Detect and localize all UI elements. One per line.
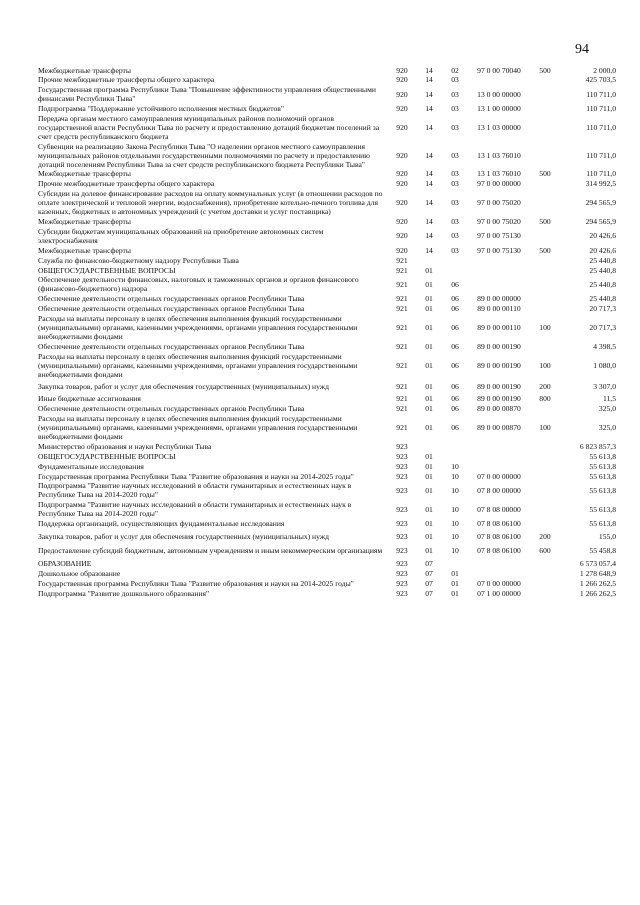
expense-name-cell: Подпрограмма "Развитие научных исследований в области гуманитарных и естественных наук в Республике Тыва на 2014-2020 годы" bbox=[38, 500, 352, 519]
ministry-code-cell: 920 bbox=[396, 65, 408, 75]
subsection-code-cell: 03 bbox=[451, 169, 459, 179]
table-row bbox=[38, 190, 616, 218]
section-code-cell: 14 bbox=[425, 198, 433, 208]
table-row bbox=[38, 180, 616, 190]
budget-table bbox=[38, 66, 616, 599]
expense-type-code-cell: 100 bbox=[539, 423, 551, 433]
ministry-code-cell: 920 bbox=[396, 150, 408, 160]
expense-name-cell: Обеспечение деятельности отдельных государственных органов Республики Тыва bbox=[38, 404, 305, 414]
subsection-code-cell: 06 bbox=[451, 322, 459, 332]
table-row bbox=[38, 315, 616, 343]
table-row bbox=[38, 530, 616, 545]
expense-type-code-cell bbox=[530, 452, 560, 462]
expense-name-cell: Государственная программа Республики Тыва "Развитие образования и науки на 2014-2025 годы" bbox=[38, 471, 354, 481]
table-row bbox=[38, 544, 616, 559]
table-row bbox=[38, 142, 616, 170]
target-item-code-cell: 13 1 03 00000 bbox=[477, 122, 521, 132]
subsection-code-cell: 03 bbox=[451, 122, 459, 132]
expense-type-code-cell bbox=[530, 589, 560, 599]
amount-cell: 20 426,6 bbox=[589, 231, 616, 241]
amount-cell: 25 440,8 bbox=[589, 265, 616, 275]
table-body bbox=[38, 66, 616, 599]
section-code-cell: 01 bbox=[425, 265, 433, 275]
amount-cell: 55 613,8 bbox=[589, 471, 616, 481]
expense-name-cell: Обеспечение деятельности отдельных государственных органов Республики Тыва bbox=[38, 304, 305, 314]
target-item-code-cell bbox=[468, 452, 530, 462]
subsection-code-cell: 02 bbox=[451, 65, 459, 75]
subsection-code-cell: 01 bbox=[451, 578, 459, 588]
amount-cell: 55 613,8 bbox=[589, 451, 616, 461]
table-row bbox=[38, 452, 616, 462]
table-row bbox=[38, 170, 616, 180]
ministry-code-cell: 921 bbox=[396, 304, 408, 314]
ministry-code-cell: 923 bbox=[396, 546, 408, 556]
section-code-cell: 07 bbox=[425, 568, 433, 578]
section-code-cell: 01 bbox=[425, 451, 433, 461]
amount-cell: 6 823 857,3 bbox=[579, 441, 616, 451]
ministry-code-cell: 921 bbox=[396, 341, 408, 351]
subsection-code-cell: 06 bbox=[451, 423, 459, 433]
amount-cell: 55 613,8 bbox=[589, 461, 616, 471]
section-code-cell: 14 bbox=[425, 179, 433, 189]
subsection-code-cell: 03 bbox=[451, 104, 459, 114]
expense-type-code-cell bbox=[530, 559, 560, 569]
amount-cell: 3 307,0 bbox=[593, 381, 616, 391]
ministry-code-cell: 923 bbox=[396, 519, 408, 529]
section-code-cell: 01 bbox=[425, 279, 433, 289]
subsection-code-cell: 06 bbox=[451, 279, 459, 289]
subsection-code-cell: 03 bbox=[451, 89, 459, 99]
subsection-code-cell: 10 bbox=[451, 546, 459, 556]
amount-cell: 6 573 057,4 bbox=[579, 558, 616, 568]
amount-cell: 110 711,0 bbox=[586, 150, 616, 160]
expense-name-cell: Обеспечение деятельности отдельных государственных органов Республики Тыва bbox=[38, 341, 305, 351]
amount-cell: 25 440,8 bbox=[589, 294, 616, 304]
ministry-code-cell: 923 bbox=[396, 588, 408, 598]
expense-name-cell: Передача органам местного самоуправления муниципальных районов полномочий органов государственной власти Республики Тыва по расчету и предоставлению дотаций бюджетам поселений за счет средств республиканского бюджета bbox=[38, 114, 380, 141]
table-row bbox=[38, 86, 616, 105]
target-item-code-cell bbox=[468, 256, 530, 266]
amount-cell: 4 398,5 bbox=[593, 341, 616, 351]
target-item-code-cell: 89 0 00 00000 bbox=[477, 294, 521, 304]
expense-name-cell: Служба по финансово-бюджетному надзору Республики Тыва bbox=[38, 255, 239, 265]
table-row bbox=[38, 246, 616, 256]
section-code-cell: 07 bbox=[425, 588, 433, 598]
section-code-cell: 01 bbox=[425, 519, 433, 529]
expense-type-code-cell bbox=[530, 76, 560, 86]
ministry-code-cell: 920 bbox=[396, 231, 408, 241]
amount-cell: 55 613,8 bbox=[589, 485, 616, 495]
expense-type-code-cell: 500 bbox=[539, 169, 551, 179]
table-row bbox=[38, 395, 616, 405]
section-code-cell: 01 bbox=[425, 485, 433, 495]
table-row bbox=[38, 256, 616, 266]
amount-cell: 325,0 bbox=[598, 404, 616, 414]
expense-type-code-cell bbox=[530, 180, 560, 190]
target-item-code-cell: 89 0 00 00110 bbox=[477, 304, 521, 314]
expense-name-cell: Подпрограмма "Поддержание устойчивого исполнения местных бюджетов" bbox=[38, 104, 284, 114]
expense-type-code-cell bbox=[530, 142, 560, 170]
expense-name-cell: ОБРАЗОВАНИЕ bbox=[38, 558, 92, 568]
table-row bbox=[38, 266, 616, 276]
amount-cell: 1 278 648,9 bbox=[579, 568, 616, 578]
expense-type-code-cell: 600 bbox=[539, 546, 551, 556]
table-row bbox=[38, 295, 616, 305]
section-code-cell: 01 bbox=[425, 394, 433, 404]
subsection-code-cell: 01 bbox=[451, 568, 459, 578]
target-item-code-cell: 97 0 00 75130 bbox=[477, 231, 521, 241]
expense-type-code-cell: 500 bbox=[539, 245, 551, 255]
ministry-code-cell: 921 bbox=[396, 255, 408, 265]
amount-cell: 55 458,8 bbox=[589, 546, 616, 556]
subsection-code-cell: 06 bbox=[451, 360, 459, 370]
expense-type-code-cell bbox=[530, 569, 560, 579]
section-code-cell: 14 bbox=[425, 104, 433, 114]
target-item-code-cell: 97 0 00 75130 bbox=[477, 245, 521, 255]
ministry-code-cell: 923 bbox=[396, 504, 408, 514]
expense-type-code-cell bbox=[530, 115, 560, 143]
target-item-code-cell bbox=[468, 569, 530, 579]
target-item-code-cell: 97 0 00 75020 bbox=[477, 198, 521, 208]
table-row bbox=[38, 352, 616, 380]
section-code-cell: 14 bbox=[425, 245, 433, 255]
subsection-code-cell: 03 bbox=[451, 75, 459, 85]
subsection-code-cell bbox=[442, 559, 468, 569]
expense-name-cell: Межбюджетные трансферты bbox=[38, 245, 131, 255]
table-row bbox=[38, 105, 616, 115]
amount-cell: 1 080,0 bbox=[593, 360, 616, 370]
table-row bbox=[38, 66, 616, 76]
section-code-cell bbox=[416, 442, 442, 452]
table-row bbox=[38, 462, 616, 472]
table-row bbox=[38, 501, 616, 520]
table-row bbox=[38, 276, 616, 295]
subsection-code-cell: 06 bbox=[451, 294, 459, 304]
table-row bbox=[38, 342, 616, 352]
ministry-code-cell: 921 bbox=[396, 381, 408, 391]
table-row bbox=[38, 218, 616, 228]
target-item-code-cell: 13 1 00 00000 bbox=[477, 104, 521, 114]
expense-type-code-cell: 100 bbox=[539, 322, 551, 332]
section-code-cell: 01 bbox=[425, 531, 433, 541]
target-item-code-cell: 07 8 08 00000 bbox=[477, 504, 521, 514]
subsection-code-cell: 06 bbox=[451, 381, 459, 391]
ministry-code-cell: 920 bbox=[396, 122, 408, 132]
amount-cell: 20 426,6 bbox=[589, 245, 616, 255]
ministry-code-cell: 920 bbox=[396, 104, 408, 114]
subsection-code-cell: 06 bbox=[451, 304, 459, 314]
amount-cell: 325,0 bbox=[598, 423, 616, 433]
expense-name-cell: Межбюджетные трансферты bbox=[38, 65, 131, 75]
table-row bbox=[38, 415, 616, 443]
expense-name-cell: Межбюджетные трансферты bbox=[38, 217, 131, 226]
expense-type-code-cell bbox=[530, 520, 560, 530]
expense-type-code-cell bbox=[530, 342, 560, 352]
amount-cell: 314 992,5 bbox=[585, 179, 616, 189]
target-item-code-cell: 07 8 08 06100 bbox=[477, 546, 521, 556]
section-code-cell: 01 bbox=[425, 294, 433, 304]
ministry-code-cell: 923 bbox=[396, 531, 408, 541]
target-item-code-cell: 89 0 00 00870 bbox=[477, 423, 521, 433]
ministry-code-cell: 921 bbox=[396, 423, 408, 433]
amount-cell: 25 440,8 bbox=[589, 279, 616, 289]
subsection-code-cell: 03 bbox=[451, 245, 459, 255]
expense-type-code-cell: 500 bbox=[539, 65, 551, 75]
section-code-cell: 01 bbox=[425, 471, 433, 481]
target-item-code-cell bbox=[468, 276, 530, 295]
subsection-code-cell: 06 bbox=[451, 394, 459, 404]
expense-name-cell: Государственная программа Республики Тыва "Повышение эффективности управления общественными финансами Республики Тыва" bbox=[38, 85, 376, 104]
page-number: 94 bbox=[575, 42, 589, 57]
target-item-code-cell: 89 0 00 00110 bbox=[477, 322, 521, 332]
subsection-code-cell bbox=[442, 266, 468, 276]
ministry-code-cell: 923 bbox=[396, 485, 408, 495]
expense-type-code-cell bbox=[530, 472, 560, 482]
section-code-cell: 01 bbox=[425, 461, 433, 471]
subsection-code-cell: 10 bbox=[451, 485, 459, 495]
expense-name-cell: ОБЩЕГОСУДАРСТВЕННЫЕ ВОПРОСЫ bbox=[38, 265, 176, 275]
amount-cell: 11,5 bbox=[602, 394, 616, 404]
target-item-code-cell bbox=[468, 442, 530, 452]
section-code-cell: 14 bbox=[425, 65, 433, 75]
ministry-code-cell: 921 bbox=[396, 360, 408, 370]
subsection-code-cell bbox=[442, 452, 468, 462]
expense-name-cell: Субсидии на долевое финансирование расходов на оплату коммунальных услуг (в отношении расходов по оплате электрической и тепловой энергии, водоснабжения), приобретение котельно-печного топлива для казенных, бюджетных и автономных учреждений (с учетом доставки и услуг поставщика) bbox=[38, 189, 383, 217]
expense-name-cell: Дошкольное образование bbox=[38, 568, 121, 578]
expense-type-code-cell bbox=[530, 227, 560, 246]
expense-name-cell: Закупка товаров, работ и услуг для обеспечения государственных (муниципальных) нужд bbox=[38, 531, 329, 541]
ministry-code-cell: 921 bbox=[396, 404, 408, 414]
amount-cell: 25 440,8 bbox=[589, 255, 616, 265]
ministry-code-cell: 920 bbox=[396, 75, 408, 85]
subsection-code-cell: 10 bbox=[451, 471, 459, 481]
table-row bbox=[38, 589, 616, 599]
target-item-code-cell: 89 0 00 00190 bbox=[477, 360, 521, 370]
expense-type-code-cell bbox=[530, 405, 560, 415]
ministry-code-cell: 923 bbox=[396, 558, 408, 568]
amount-cell: 110 711,0 bbox=[586, 122, 616, 132]
target-item-code-cell: 89 0 00 00190 bbox=[477, 341, 521, 351]
target-item-code-cell: 07 0 00 00000 bbox=[477, 578, 521, 588]
target-item-code-cell: 13 1 03 76010 bbox=[477, 150, 521, 160]
target-item-code-cell: 07 0 00 00000 bbox=[477, 471, 521, 481]
section-code-cell: 14 bbox=[425, 75, 433, 85]
amount-cell: 110 711,0 bbox=[586, 104, 616, 114]
subsection-code-cell: 10 bbox=[451, 504, 459, 514]
ministry-code-cell: 923 bbox=[396, 568, 408, 578]
expense-name-cell: Обеспечение деятельности отдельных государственных органов Республики Тыва bbox=[38, 294, 305, 304]
expense-name-cell: Иные бюджетные ассигнования bbox=[38, 394, 141, 404]
expense-type-code-cell bbox=[530, 256, 560, 266]
expense-name-cell: Министерство образования и науки Республики Тыва bbox=[38, 441, 212, 451]
subsection-code-cell: 06 bbox=[451, 341, 459, 351]
ministry-code-cell: 923 bbox=[396, 451, 408, 461]
expense-name-cell: Поддержка организаций, осуществляющих фундаментальные исследования bbox=[38, 519, 285, 529]
section-code-cell: 01 bbox=[425, 404, 433, 414]
expense-type-code-cell bbox=[530, 462, 560, 472]
table-row bbox=[38, 569, 616, 579]
expense-type-code-cell bbox=[530, 295, 560, 305]
expense-name-cell: Субсидии бюджетам муниципальных образований на приобретение автономных систем электроснабжения bbox=[38, 226, 324, 245]
target-item-code-cell: 97 0 00 00000 bbox=[477, 179, 521, 189]
subsection-code-cell: 03 bbox=[451, 231, 459, 241]
subsection-code-cell: 03 bbox=[451, 217, 459, 226]
subsection-code-cell: 10 bbox=[451, 531, 459, 541]
target-item-code-cell: 89 0 00 00870 bbox=[477, 404, 521, 414]
ministry-code-cell: 923 bbox=[396, 441, 408, 451]
amount-cell: 2 000,0 bbox=[593, 65, 616, 75]
expense-name-cell: Субвенции на реализацию Закона Республики Тыва "О наделении органов местного самоуправления муниципальных районов отдельными государственными полномочиями по расчету и предоставлению дотаций поселениям Республики Тыва за счет средств республиканского бюджета Республики Тыва" bbox=[38, 141, 370, 169]
ministry-code-cell: 921 bbox=[396, 322, 408, 332]
ministry-code-cell: 920 bbox=[396, 179, 408, 189]
expense-type-code-cell bbox=[530, 579, 560, 589]
expense-name-cell: Прочие межбюджетные трансферты общего характера bbox=[38, 179, 215, 189]
amount-cell: 20 717,3 bbox=[589, 304, 616, 314]
target-item-code-cell bbox=[468, 266, 530, 276]
expense-type-code-cell bbox=[530, 305, 560, 315]
subsection-code-cell: 06 bbox=[451, 404, 459, 414]
section-code-cell: 01 bbox=[425, 360, 433, 370]
expense-type-code-cell bbox=[530, 86, 560, 105]
amount-cell: 1 266 262,5 bbox=[579, 578, 616, 588]
ministry-code-cell: 923 bbox=[396, 471, 408, 481]
ministry-code-cell: 920 bbox=[396, 198, 408, 208]
section-code-cell: 14 bbox=[425, 150, 433, 160]
amount-cell: 110 711,0 bbox=[586, 89, 616, 99]
expense-name-cell: Подпрограмма "Развитие научных исследований в области гуманитарных и естественных наук в Республике Тыва на 2014-2020 годы" bbox=[38, 481, 352, 500]
target-item-code-cell: 07 8 08 06100 bbox=[477, 519, 521, 529]
amount-cell: 155,0 bbox=[598, 531, 616, 541]
ministry-code-cell: 921 bbox=[396, 394, 408, 404]
expense-name-cell: Расходы на выплаты персоналу в целях обеспечения выполнения функций государственными (муниципальными) органами, казенными учреждениями, органами управления государственными внебюджетными фондами bbox=[38, 314, 358, 341]
table-row bbox=[38, 482, 616, 501]
section-code-cell: 01 bbox=[425, 546, 433, 556]
subsection-code-cell: 10 bbox=[451, 461, 459, 471]
target-item-code-cell: 97 0 00 75020 bbox=[477, 217, 521, 226]
table-row bbox=[38, 442, 616, 452]
table-row bbox=[38, 579, 616, 589]
expense-type-code-cell bbox=[530, 482, 560, 501]
target-item-code-cell: 07 8 08 06100 bbox=[477, 531, 521, 541]
amount-cell: 1 266 262,5 bbox=[579, 588, 616, 598]
ministry-code-cell: 921 bbox=[396, 279, 408, 289]
table-row bbox=[38, 559, 616, 569]
target-item-code-cell: 07 1 00 00000 bbox=[477, 588, 521, 598]
table-row bbox=[38, 76, 616, 86]
section-code-cell: 14 bbox=[425, 122, 433, 132]
expense-name-cell: Расходы на выплаты персоналу в целях обеспечения выполнения функций государственными (муниципальными) органами, казенными учреждениями, органами управления государственными внебюджетными фондами bbox=[38, 351, 358, 379]
section-code-cell: 01 bbox=[425, 304, 433, 314]
target-item-code-cell: 13 0 00 00000 bbox=[477, 89, 521, 99]
section-code-cell bbox=[416, 256, 442, 266]
expense-type-code-cell bbox=[530, 266, 560, 276]
subsection-code-cell: 10 bbox=[451, 519, 459, 529]
table-row bbox=[38, 472, 616, 482]
subsection-code-cell: 01 bbox=[451, 588, 459, 598]
section-code-cell: 14 bbox=[425, 217, 433, 226]
expense-name-cell: ОБЩЕГОСУДАРСТВЕННЫЕ ВОПРОСЫ bbox=[38, 451, 176, 461]
expense-name-cell: Межбюджетные трансферты bbox=[38, 169, 131, 179]
expense-type-code-cell bbox=[530, 442, 560, 452]
expense-name-cell: Прочие межбюджетные трансферты общего характера bbox=[38, 75, 215, 85]
expense-type-code-cell: 200 bbox=[539, 531, 551, 541]
section-code-cell: 14 bbox=[425, 89, 433, 99]
expense-name-cell: Закупка товаров, работ и услуг для обеспечения государственных (муниципальных) нужд bbox=[38, 381, 329, 391]
amount-cell: 55 613,8 bbox=[589, 504, 616, 514]
section-code-cell: 01 bbox=[425, 322, 433, 332]
expense-name-cell: Обеспечение деятельности финансовых, налоговых и таможенных органов и органов финансового (финансово-бюджетного) надзора bbox=[38, 275, 359, 294]
section-code-cell: 07 bbox=[425, 558, 433, 568]
expense-name-cell: Фундаментальные исследования bbox=[38, 461, 144, 471]
amount-cell: 110 711,0 bbox=[586, 169, 616, 179]
section-code-cell: 01 bbox=[425, 423, 433, 433]
section-code-cell: 07 bbox=[425, 578, 433, 588]
expense-name-cell: Предоставление субсидий бюджетным, автономным учреждениям и иным некоммерческим организациям bbox=[38, 546, 383, 556]
expense-type-code-cell: 100 bbox=[539, 360, 551, 370]
amount-cell: 55 613,8 bbox=[589, 519, 616, 529]
ministry-code-cell: 920 bbox=[396, 89, 408, 99]
expense-type-code-cell bbox=[530, 105, 560, 115]
section-code-cell: 01 bbox=[425, 504, 433, 514]
expense-type-code-cell bbox=[530, 501, 560, 520]
ministry-code-cell: 923 bbox=[396, 461, 408, 471]
target-item-code-cell bbox=[468, 559, 530, 569]
table-row bbox=[38, 405, 616, 415]
table-row bbox=[38, 520, 616, 530]
ministry-code-cell: 921 bbox=[396, 265, 408, 275]
amount-cell: 20 717,3 bbox=[589, 322, 616, 332]
subsection-code-cell bbox=[442, 256, 468, 266]
expense-type-code-cell bbox=[530, 276, 560, 295]
ministry-code-cell: 920 bbox=[396, 217, 408, 226]
expense-type-code-cell: 200 bbox=[539, 381, 551, 391]
target-item-code-cell: 89 0 00 00190 bbox=[477, 381, 521, 391]
ministry-code-cell: 920 bbox=[396, 245, 408, 255]
section-code-cell: 01 bbox=[425, 381, 433, 391]
expense-name-cell: Расходы на выплаты персоналу в целях обеспечения выполнения функций государственными (муниципальными) органами, казенными учреждениями, органами управления государственными внебюджетными фондами bbox=[38, 414, 358, 441]
section-code-cell: 14 bbox=[425, 231, 433, 241]
amount-cell: 294 565,9 bbox=[585, 198, 616, 208]
ministry-code-cell: 920 bbox=[396, 169, 408, 179]
section-code-cell: 14 bbox=[425, 169, 433, 179]
target-item-code-cell: 97 0 00 70040 bbox=[477, 65, 521, 75]
section-code-cell: 01 bbox=[425, 341, 433, 351]
subsection-code-cell: 03 bbox=[451, 179, 459, 189]
table-row bbox=[38, 380, 616, 395]
expense-name-cell: Государственная программа Республики Тыва "Развитие образования и науки на 2014-2025 годы" bbox=[38, 578, 354, 588]
target-item-code-cell: 13 1 03 76010 bbox=[477, 169, 521, 179]
expense-type-code-cell bbox=[530, 190, 560, 218]
expense-type-code-cell: 800 bbox=[539, 394, 551, 404]
subsection-code-cell: 03 bbox=[451, 198, 459, 208]
amount-cell: 294 565,9 bbox=[585, 217, 616, 226]
subsection-code-cell: 03 bbox=[451, 150, 459, 160]
subsection-code-cell bbox=[442, 442, 468, 452]
target-item-code-cell bbox=[468, 76, 530, 86]
ministry-code-cell: 923 bbox=[396, 578, 408, 588]
expense-name-cell: Подпрограмма "Развитие дошкольного образования" bbox=[38, 588, 210, 598]
table-row bbox=[38, 305, 616, 315]
amount-cell: 425 703,5 bbox=[585, 75, 616, 85]
ministry-code-cell: 921 bbox=[396, 294, 408, 304]
target-item-code-cell: 89 0 00 00190 bbox=[477, 394, 521, 404]
table-row bbox=[38, 115, 616, 143]
expense-type-code-cell: 500 bbox=[539, 217, 551, 226]
target-item-code-cell bbox=[468, 462, 530, 472]
table-row bbox=[38, 227, 616, 246]
target-item-code-cell: 07 8 00 00000 bbox=[477, 485, 521, 495]
